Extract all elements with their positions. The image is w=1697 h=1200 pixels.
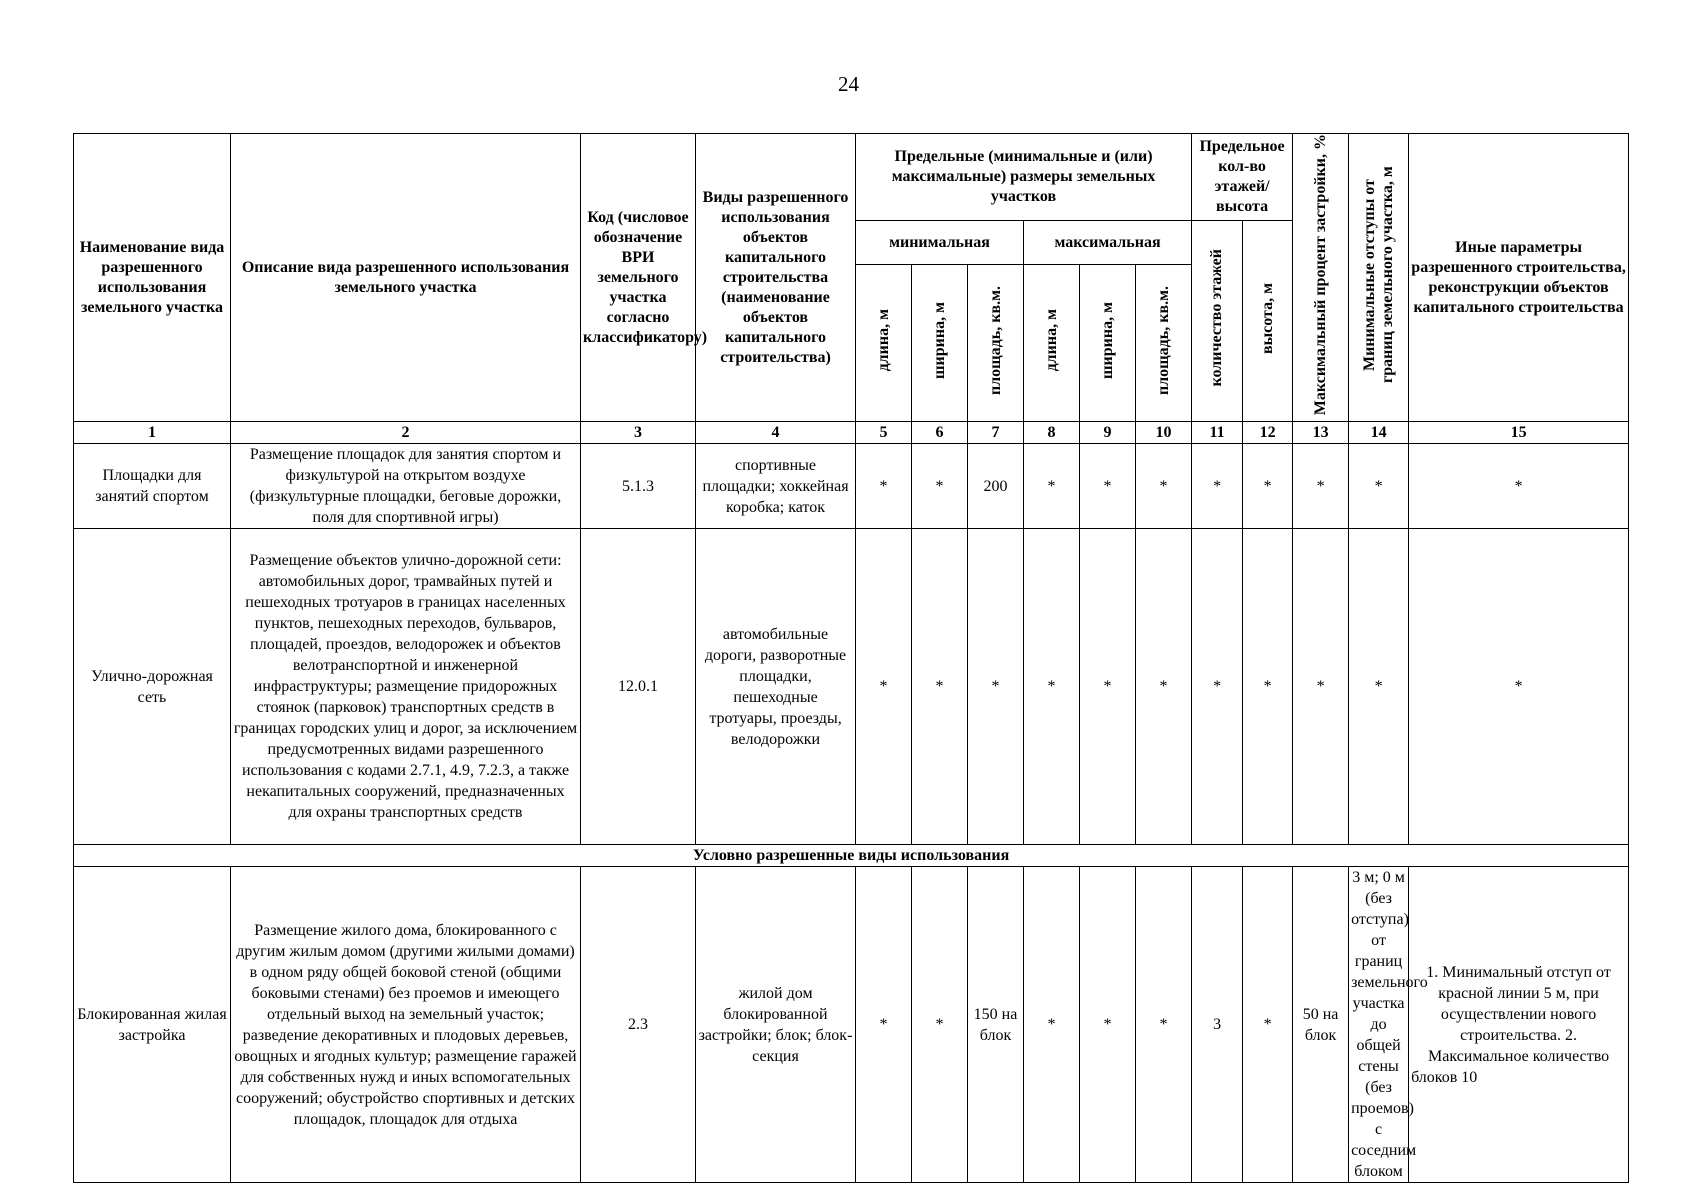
header-description: Описание вида разрешенного использования земельного участка — [231, 134, 581, 422]
column-number: 15 — [1409, 422, 1629, 444]
row-min-area: 150 на блок — [968, 867, 1024, 1183]
row-code: 5.1.3 — [581, 444, 696, 529]
section-title: Условно разрешенные виды использования — [74, 845, 1629, 867]
header-max: максимальная — [1024, 221, 1192, 265]
row-name: Блокированная жилая застройка — [74, 867, 231, 1183]
row-code: 12.0.1 — [581, 529, 696, 845]
row-max-length: * — [1024, 529, 1080, 845]
header-floors-group: Предельное кол-во этажей/ высота — [1192, 134, 1293, 221]
column-number: 7 — [968, 422, 1024, 444]
row-min-setbacks: * — [1349, 529, 1409, 845]
row-name: Площадки для занятий спортом — [74, 444, 231, 529]
column-number: 5 — [856, 422, 912, 444]
header-max-percent: Максимальный процент застройки, % — [1293, 134, 1349, 422]
column-number: 11 — [1192, 422, 1243, 444]
row-min-width: * — [912, 529, 968, 845]
column-number: 2 — [231, 422, 581, 444]
row-height: * — [1243, 867, 1293, 1183]
row-description: Размещение площадок для занятия спортом и физкультурой на открытом воздухе (физкультурные площадки, беговые дорожки, поля для спортивной игры) — [231, 444, 581, 529]
row-min-setbacks: * — [1349, 444, 1409, 529]
header-code: Код (числовое обозначение ВРИ земельного участка согласно классификатору) — [581, 134, 696, 422]
table-row — [74, 867, 1629, 1183]
header-min-area: площадь, кв.м. — [968, 265, 1024, 422]
row-height: * — [1243, 444, 1293, 529]
row-max-width: * — [1080, 867, 1136, 1183]
row-description: Размещение объектов улично-дорожной сети: автомобильных дорог, трамвайных путей и пешеходных тротуаров в границах населенных пунктов, пешеходных переходов, бульваров, площадей, проездов, велодорожек и объектов велотранспортной и инженерной инфраструктуры; размещение придорожных стоянок (парковок) транспортных средств в границах городских улиц и дорог, за исключением предусмотренных видами разрешенного использования с кодами 2.7.1, 4.9, 7.2.3, а также некапитальных сооружений, предназначенных для охраны транспортных средств — [231, 529, 581, 845]
column-number: 8 — [1024, 422, 1080, 444]
row-max-area: * — [1136, 444, 1192, 529]
header-max-length: длина, м — [1024, 265, 1080, 422]
row-description: Размещение жилого дома, блокированного с другим жилым домом (другими жилыми домами) в одном ряду общей боковой стеной (общими боковыми стенами) без проемов и имеющего отдельный выход на земельный участок; разведение декоративных и плодовых деревьев, овощных и ягодных культур; размещение гаражей для собственных нужд и иных вспомогательных сооружений; обустройство спортивных и детских площадок, площадок для отдыха — [231, 867, 581, 1183]
header-height: высота, м — [1243, 221, 1293, 422]
row-objects: жилой дом блокированной застройки; блок; блок-секция — [696, 867, 856, 1183]
row-floors: 3 — [1192, 867, 1243, 1183]
header-min-setbacks: Минимальные отступы от границ земельного участка, м — [1349, 134, 1409, 422]
table-row — [74, 529, 1629, 845]
row-name: Улично-дорожная сеть — [74, 529, 231, 845]
column-number-row — [74, 422, 1629, 444]
header-name: Наименование вида разрешенного использования земельного участка — [74, 134, 231, 422]
row-max-length: * — [1024, 444, 1080, 529]
row-max-area: * — [1136, 867, 1192, 1183]
row-max-area: * — [1136, 529, 1192, 845]
row-other-params: * — [1409, 529, 1629, 845]
zoning-table — [73, 133, 1629, 1183]
row-min-setbacks: 3 м; 0 м (без отступа) от границ земельного участка до общей стены (без проемов) с соседним блоком — [1349, 867, 1409, 1183]
row-min-width: * — [912, 867, 968, 1183]
table-row — [74, 444, 1629, 529]
row-min-length: * — [856, 444, 912, 529]
row-max-width: * — [1080, 444, 1136, 529]
header-min: минимальная — [856, 221, 1024, 265]
row-max-length: * — [1024, 867, 1080, 1183]
row-code: 2.3 — [581, 867, 696, 1183]
column-number: 10 — [1136, 422, 1192, 444]
row-height: * — [1243, 529, 1293, 845]
column-number: 9 — [1080, 422, 1136, 444]
row-min-length: * — [856, 867, 912, 1183]
row-min-area: * — [968, 529, 1024, 845]
column-number: 14 — [1349, 422, 1409, 444]
header-max-width: ширина, м — [1080, 265, 1136, 422]
row-floors: * — [1192, 529, 1243, 845]
header-floors: количество этажей — [1192, 221, 1243, 422]
header-min-length: длина, м — [856, 265, 912, 422]
row-max-percent: * — [1293, 529, 1349, 845]
column-number: 6 — [912, 422, 968, 444]
row-objects: спортивные площадки; хоккейная коробка; каток — [696, 444, 856, 529]
section-row — [74, 845, 1629, 867]
row-max-width: * — [1080, 529, 1136, 845]
header-other-params: Иные параметры разрешенного строительства, реконструкции объектов капитального строительства — [1409, 134, 1629, 422]
page-number: 24 — [838, 72, 859, 96]
header-min-width: ширина, м — [912, 265, 968, 422]
row-max-percent: 50 на блок — [1293, 867, 1349, 1183]
column-number: 1 — [74, 422, 231, 444]
row-max-percent: * — [1293, 444, 1349, 529]
row-min-width: * — [912, 444, 968, 529]
row-floors: * — [1192, 444, 1243, 529]
row-other-params: * — [1409, 444, 1629, 529]
header-plot-sizes: Предельные (минимальные и (или) максимальные) размеры земельных участков — [856, 134, 1192, 221]
column-number: 12 — [1243, 422, 1293, 444]
row-min-area: 200 — [968, 444, 1024, 529]
row-objects: автомобильные дороги, разворотные площадки, пешеходные тротуары, проезды, велодорожки — [696, 529, 856, 845]
column-number: 4 — [696, 422, 856, 444]
column-number: 13 — [1293, 422, 1349, 444]
header-max-area: площадь, кв.м. — [1136, 265, 1192, 422]
column-number: 3 — [581, 422, 696, 444]
header-objects: Виды разрешенного использования объектов капитального строительства (наименование объектов капитального строительства) — [696, 134, 856, 422]
row-other-params: 1. Минимальный отступ от красной линии 5 м, при осуществлении нового строительства. 2. Максимальное количество блоков 10 — [1409, 867, 1629, 1183]
row-min-length: * — [856, 529, 912, 845]
